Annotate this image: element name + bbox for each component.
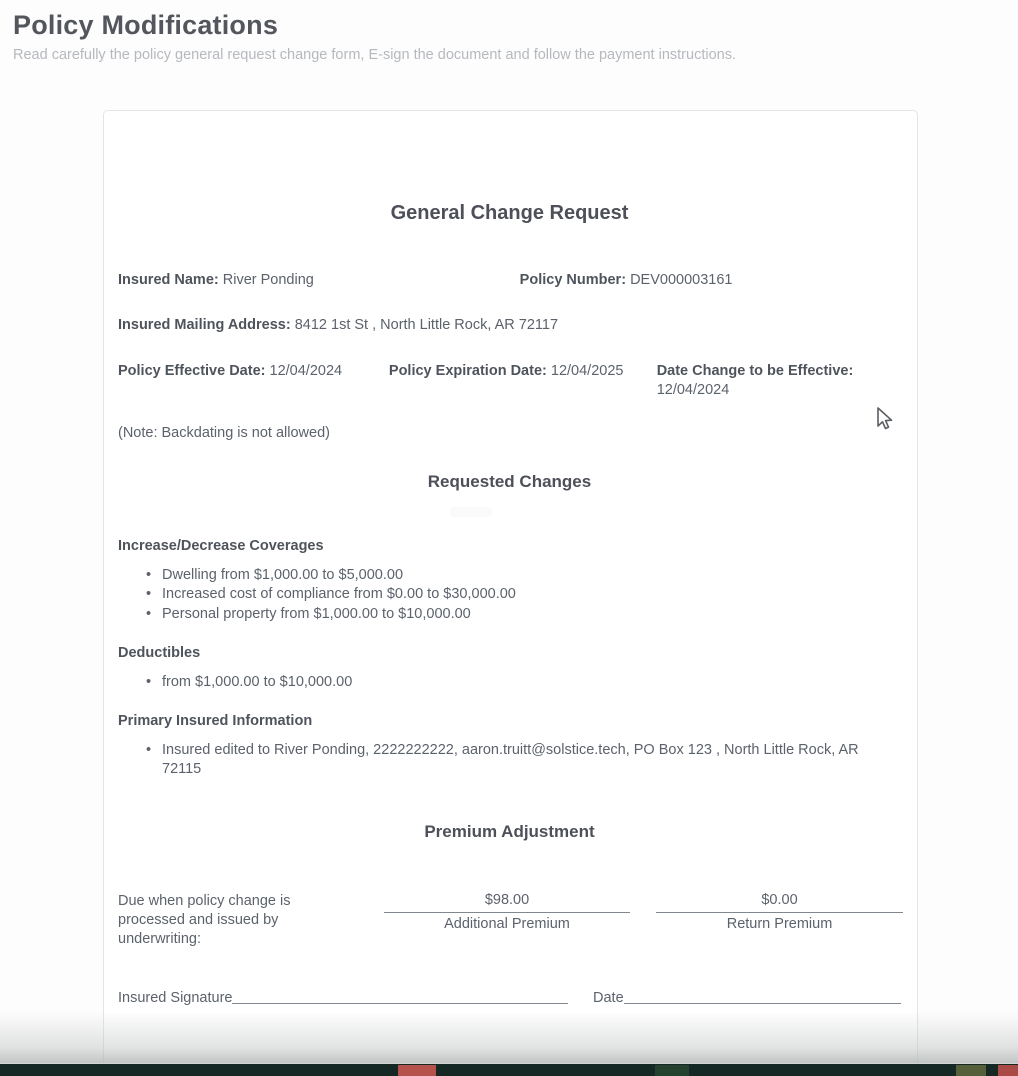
change-list bbox=[118, 741, 901, 780]
page-title: Policy Modifications bbox=[13, 10, 279, 40]
list-item-text: Dwelling from $1,000.00 to $5,000.00 bbox=[162, 567, 404, 583]
expiration-date-label: Policy Expiration Date: bbox=[388, 363, 547, 379]
effective-date-label: Policy Effective Date: bbox=[118, 363, 266, 379]
mailing-address-value: 8412 1st St , North Little Rock, AR 72117 bbox=[294, 317, 559, 333]
policy-number-value: DEV000003161 bbox=[630, 272, 733, 288]
additional-premium-label: Additional Premium bbox=[444, 915, 570, 932]
change-effective-date-value: 12/04/2024 bbox=[656, 382, 730, 398]
return-premium-label: Return Premium bbox=[726, 915, 833, 932]
effective-date-value: 12/04/2024 bbox=[269, 363, 343, 379]
list-item-text: from $1,000.00 to $10,000.00 bbox=[162, 673, 353, 690]
premium-due-text: Due when policy change is processed and issued by underwriting: bbox=[118, 892, 291, 947]
list-item-text: Personal property from $1,000.00 to $10,000.00 bbox=[162, 605, 471, 622]
date-label: Date bbox=[593, 989, 624, 1006]
change-list bbox=[118, 673, 901, 692]
taskbar-app-indicator[interactable] bbox=[655, 1065, 689, 1076]
additional-premium-field bbox=[384, 892, 630, 949]
change-list bbox=[118, 566, 901, 624]
general-change-request-document bbox=[103, 110, 918, 1063]
taskbar-app-indicator[interactable] bbox=[398, 1065, 436, 1076]
insured-name-field bbox=[118, 271, 520, 290]
insured-name-value: River Ponding bbox=[222, 272, 314, 288]
bullet-icon: • bbox=[146, 567, 152, 583]
list-item bbox=[118, 585, 901, 604]
list-item bbox=[118, 566, 901, 585]
insured-signature-line[interactable] bbox=[232, 990, 568, 1004]
policy-number-label: Policy Number: bbox=[519, 272, 627, 288]
taskbar[interactable] bbox=[0, 1063, 1018, 1076]
insured-signature-label: Insured Signature bbox=[118, 989, 233, 1006]
change-section bbox=[118, 538, 901, 624]
requested-changes-sections bbox=[118, 538, 901, 780]
expiration-date-field bbox=[389, 362, 657, 400]
insured-signature-field[interactable] bbox=[118, 990, 568, 1006]
effective-date-field bbox=[118, 362, 389, 400]
return-premium-value: $0.00 bbox=[656, 892, 903, 913]
signature-row bbox=[118, 990, 901, 1006]
change-section-heading: Increase/Decrease Coverages bbox=[118, 538, 324, 554]
backdating-note: (Note: Backdating is not allowed) bbox=[118, 425, 330, 441]
change-section bbox=[118, 713, 901, 780]
mailing-address-label: Insured Mailing Address: bbox=[118, 317, 291, 333]
expiration-date-value: 12/04/2025 bbox=[550, 363, 624, 379]
date-field[interactable] bbox=[593, 990, 901, 1006]
date-line[interactable] bbox=[624, 990, 901, 1004]
policy-dates-row bbox=[118, 362, 901, 400]
list-item bbox=[118, 673, 901, 692]
list-item-text: Increased cost of compliance from $0.00 to $30,000.00 bbox=[162, 586, 516, 603]
list-item bbox=[118, 741, 901, 780]
page-header bbox=[13, 10, 1003, 63]
premium-adjustment-row bbox=[118, 892, 901, 949]
change-section-heading: Primary Insured Information bbox=[118, 713, 313, 730]
return-premium-field bbox=[656, 892, 903, 949]
list-item bbox=[118, 605, 901, 624]
taskbar-app-indicator[interactable] bbox=[998, 1065, 1018, 1076]
insured-policy-row bbox=[118, 271, 901, 290]
document-title: General Change Request bbox=[390, 202, 629, 224]
insured-name-label: Insured Name: bbox=[118, 272, 219, 288]
additional-premium-value: $98.00 bbox=[384, 892, 630, 913]
requested-changes-heading: Requested Changes bbox=[427, 472, 592, 491]
list-item-text: Insured edited to River Ponding, 2222222222, aaron.truitt@solstice.tech, PO Box 123 , North Little Rock, AR 72115 bbox=[162, 742, 859, 778]
bullet-icon: • bbox=[146, 742, 152, 759]
change-effective-date-field bbox=[657, 362, 901, 400]
bullet-icon: • bbox=[146, 605, 152, 622]
change-section bbox=[118, 645, 901, 692]
taskbar-app-indicator[interactable] bbox=[956, 1065, 986, 1076]
premium-adjustment-heading: Premium Adjustment bbox=[424, 821, 595, 841]
bullet-icon: • bbox=[146, 673, 152, 690]
faint-placeholder bbox=[450, 507, 492, 517]
mailing-address-field bbox=[118, 316, 901, 335]
bullet-icon: • bbox=[146, 586, 152, 603]
page-subtitle: Read carefully the policy general request change form, E-sign the document and follow the payment instructions. bbox=[13, 47, 736, 63]
change-section-heading: Deductibles bbox=[118, 644, 201, 661]
policy-number-field bbox=[520, 271, 901, 290]
change-effective-date-label: Date Change to be Effective: bbox=[656, 363, 854, 379]
